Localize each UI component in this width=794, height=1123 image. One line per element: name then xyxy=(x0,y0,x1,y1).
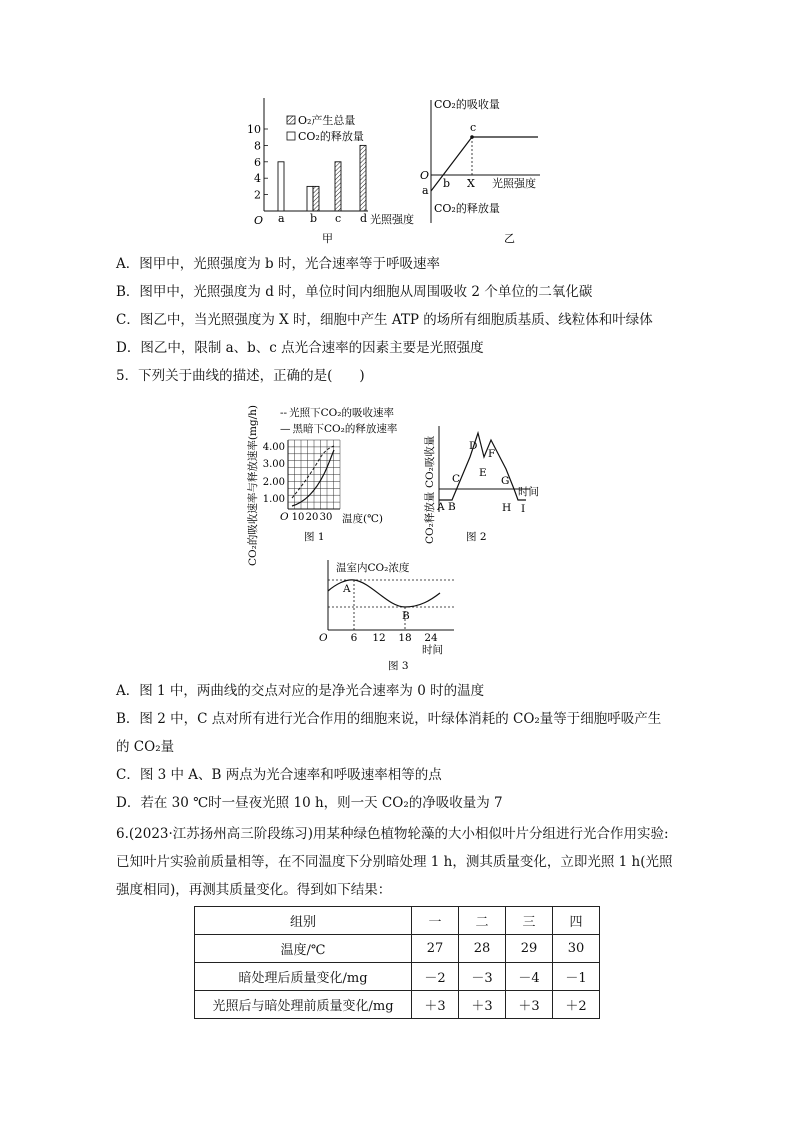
jia-caption: 甲 xyxy=(322,232,333,245)
fig1-ytick-label: 3.00 xyxy=(262,459,285,470)
jia-xtick-label: a xyxy=(278,212,285,225)
jia-ytick-label: 8 xyxy=(254,139,261,153)
yi-label-x: X xyxy=(467,177,475,190)
table-cell: ＋2 xyxy=(553,991,600,1019)
table-cell: －3 xyxy=(459,963,506,991)
fig1-curve-dark xyxy=(292,450,334,506)
q5-stem: 5．下列关于曲线的描述，正确的是( ) xyxy=(116,368,365,384)
jia-bar-o2 xyxy=(335,162,341,211)
table-cell: 28 xyxy=(459,935,506,963)
jia-xtick-label: c xyxy=(335,212,342,225)
figure-1 xyxy=(244,394,414,566)
fig3-xtick-label: 12 xyxy=(372,632,386,644)
jia-xlabel: 光照强度 xyxy=(370,213,414,226)
jia-bar-co2 xyxy=(307,186,313,211)
fig1-ytick-label: 4.00 xyxy=(262,442,285,453)
q6-line2: 已知叶片实验前质量相等，在不同温度下分别暗处理 1 h，测其质量变化，立即光照 1 h(光照 xyxy=(116,854,673,870)
q5-option-a: A．图 1 中，两曲线的交点对应的是净光合速率为 0 时的温度 xyxy=(116,683,485,699)
fig1-legend-light: -- 光照下CO₂的吸收速率 xyxy=(280,407,394,419)
q6-line3: 强度相同)，再测其质量变化。得到如下结果： xyxy=(116,882,392,898)
q4-option-c: C．图乙中，当光照强度为 X 时，细胞中产生 ATP 的场所有细胞质基质、线粒体和叶绿体 xyxy=(116,312,653,328)
table-cell: －1 xyxy=(553,963,600,991)
figure-yi xyxy=(420,95,570,245)
yi-xlabel: 光照强度 xyxy=(492,177,536,190)
yi-ylabel-bottom: CO₂的释放量 xyxy=(434,202,500,215)
q4-option-b: B．图甲中，光照强度为 d 时，单位时间内细胞从周围吸收 2 个单位的二氧化碳 xyxy=(116,284,593,300)
legend-o2-label: O₂产生总量 xyxy=(298,114,356,127)
table-cell: －2 xyxy=(412,963,459,991)
jia-ytick-label: 6 xyxy=(254,155,261,169)
yi-label-a: a xyxy=(422,184,429,197)
table-cell: －4 xyxy=(506,963,553,991)
fig2-label-a: A xyxy=(437,501,445,513)
yi-caption: 乙 xyxy=(504,232,515,245)
q5-option-c: C．图 3 中 A、B 两点为光合速率和呼吸速率相等的点 xyxy=(116,767,442,783)
table-cell: 27 xyxy=(412,935,459,963)
table-cell: ＋3 xyxy=(506,991,553,1019)
fig1-xlabel: 温度(℃) xyxy=(342,513,383,525)
table-row-header: 温度/℃ xyxy=(195,935,412,963)
table-row-header: 暗处理后质量变化/mg xyxy=(195,963,412,991)
fig3-ylabel: 温室内CO₂浓度 xyxy=(336,562,410,574)
fig2-label-b: B xyxy=(448,501,456,513)
fig3-label-b: B xyxy=(402,610,410,622)
fig2-ylabel-top: CO₂吸收量 xyxy=(424,435,436,488)
fig2-label-e: E xyxy=(479,467,487,479)
yi-origin: O xyxy=(420,169,430,182)
fig3-origin: O xyxy=(319,632,328,644)
table-cell: ＋3 xyxy=(412,991,459,1019)
figure-2 xyxy=(412,400,562,544)
fig2-label-h: H xyxy=(502,502,512,514)
legend-co2-swatch xyxy=(287,132,295,140)
legend-o2-swatch xyxy=(287,116,295,124)
fig2-ylabel-bottom: CO₂释放量 xyxy=(424,491,436,544)
table-cell: 一 xyxy=(412,907,459,935)
q5-option-d: D．若在 30 ℃时一昼夜光照 10 h，则一天 CO₂的净吸收量为 7 xyxy=(116,795,503,811)
fig1-ytick-label: 1.00 xyxy=(262,494,285,505)
fig1-legend-dark: — 黑暗下CO₂的释放速率 xyxy=(280,423,398,435)
fig1-xtick-label: 30 xyxy=(319,512,333,523)
table-cell: ＋3 xyxy=(459,991,506,1019)
figure-jia xyxy=(247,95,420,245)
q5-option-b-line1: B．图 2 中，C 点对所有进行光合作用的细胞来说，叶绿体消耗的 CO₂量等于细胞呼吸产生 xyxy=(116,711,662,727)
fig1-ytick-label: 2.00 xyxy=(262,477,285,488)
figure-3 xyxy=(316,558,466,674)
fig3-xtick-label: 6 xyxy=(350,632,358,644)
fig1-caption: 图 1 xyxy=(304,531,325,543)
jia-ytick-label: 10 xyxy=(247,123,261,136)
fig2-label-i: I xyxy=(521,503,526,515)
fig1-xtick-label: 10 xyxy=(291,512,305,523)
jia-bar-co2 xyxy=(278,162,284,211)
jia-bar-o2 xyxy=(360,145,366,211)
table-cell: 二 xyxy=(459,907,506,935)
table-row-header: 光照后与暗处理前质量变化/mg xyxy=(195,991,412,1019)
fig3-xlabel: 时间 xyxy=(422,644,443,656)
jia-origin: O xyxy=(254,214,264,227)
fig2-label-c: C xyxy=(452,473,461,485)
jia-ytick-label: 4 xyxy=(254,172,261,186)
fig1-xtick-label: 20 xyxy=(305,512,319,523)
q5-option-b-line2: 的 CO₂量 xyxy=(116,739,175,755)
q4-option-d: D．图乙中，限制 a、b、c 点光合速率的因素主要是光照强度 xyxy=(116,340,484,356)
q4-option-a: A．图甲中，光照强度为 b 时，光合速率等于呼吸速率 xyxy=(116,256,440,272)
table-row xyxy=(195,963,600,991)
fig1-ylabel: CO₂的吸收速率与释放速率(mg/h) xyxy=(247,404,259,566)
fig2-label-d: D xyxy=(469,440,478,452)
table-cell: 30 xyxy=(553,935,600,963)
yi-point-c xyxy=(470,135,474,139)
table-row xyxy=(195,907,600,935)
table-cell: 29 xyxy=(506,935,553,963)
fig2-caption: 图 2 xyxy=(466,531,487,543)
fig1-origin: O xyxy=(280,511,289,523)
yi-ylabel-top: CO₂的吸收量 xyxy=(434,98,500,111)
table-row xyxy=(195,935,600,963)
fig3-xtick-label: 18 xyxy=(398,632,412,644)
fig2-label-f: F xyxy=(488,448,496,460)
legend-co2-label: CO₂的释放量 xyxy=(298,130,364,143)
table-row xyxy=(195,991,600,1019)
table-row-header: 组别 xyxy=(195,907,412,935)
fig3-caption: 图 3 xyxy=(388,660,409,672)
jia-bar-o2 xyxy=(313,186,319,211)
table-cell: 四 xyxy=(553,907,600,935)
jia-xtick-label: b xyxy=(310,212,318,225)
fig3-label-a: A xyxy=(343,583,351,595)
yi-label-c: c xyxy=(470,121,477,134)
q6-line1: 6.(2023·江苏扬州高三阶段练习)用某种绿色植物轮藻的大小相似叶片分组进行光合作用实验: xyxy=(116,826,669,842)
fig2-xlabel: 时间 xyxy=(518,486,539,498)
jia-ytick-label: 2 xyxy=(254,188,261,202)
fig3-xtick-label: 24 xyxy=(424,632,438,644)
fig2-label-g: G xyxy=(501,475,510,487)
yi-label-b: b xyxy=(443,177,451,190)
jia-xtick-label: d xyxy=(360,212,368,225)
table-cell: 三 xyxy=(506,907,553,935)
results-table xyxy=(194,906,600,1019)
